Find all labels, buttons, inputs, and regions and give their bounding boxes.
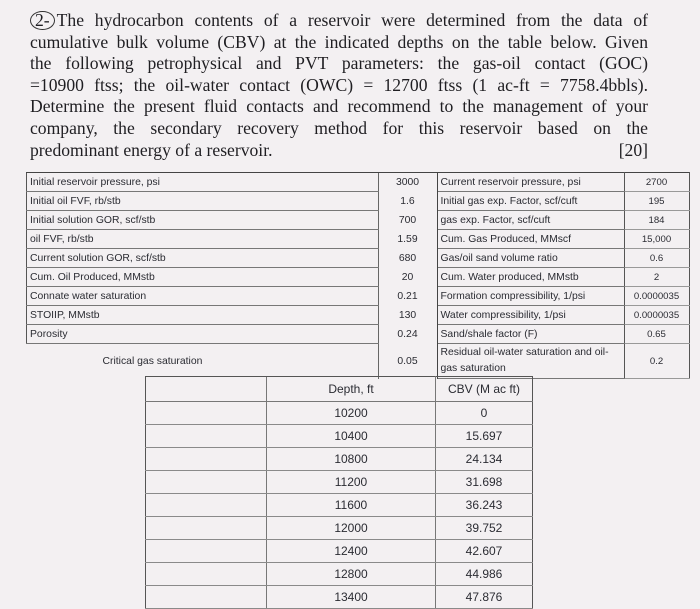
parameter-value: 0.0000035 (624, 287, 689, 306)
parameter-label: Initial solution GOR, scf/stb (27, 211, 379, 230)
question-line: company, the secondary recovery method for this reservoir based on the (30, 117, 648, 138)
parameter-value: 0.0000035 (624, 306, 689, 325)
depth-value: 12400 (267, 540, 436, 563)
parameter-row (27, 192, 690, 211)
parameter-row (27, 306, 690, 325)
depth-value: 12800 (267, 563, 436, 586)
parameter-value: 184 (624, 211, 689, 230)
depth-value: 12000 (267, 517, 436, 540)
parameter-row (27, 325, 690, 344)
depth-value: 10200 (267, 402, 436, 425)
parameter-value: 0.05 (378, 344, 437, 379)
parameter-label: Water compressibility, 1/psi (437, 306, 624, 325)
depth-row (146, 540, 533, 563)
parameter-label: Critical gas saturation (102, 355, 203, 367)
depth-value: 10800 (267, 448, 436, 471)
depth-cbv-table (145, 376, 533, 609)
depth-row (146, 517, 533, 540)
parameter-value: 0.6 (624, 249, 689, 268)
cbv-value: 44.986 (436, 563, 533, 586)
parameter-value: 3000 (378, 173, 437, 192)
parameter-row (27, 344, 690, 379)
depth-row (146, 563, 533, 586)
parameter-value: 0.2 (624, 344, 689, 379)
depth-row (146, 425, 533, 448)
depth-row (146, 402, 533, 425)
cbv-value: 0 (436, 402, 533, 425)
parameter-label: Current solution GOR, scf/stb (27, 249, 379, 268)
parameter-label: Residual oil-water saturation and oil-gas saturation (437, 344, 624, 379)
question-line: the following petrophysical and PVT parameters: the gas-oil contact (GOC) (30, 53, 648, 74)
parameter-row (27, 211, 690, 230)
parameter-value: 1.6 (378, 192, 437, 211)
cbv-value: 15.697 (436, 425, 533, 448)
parameter-label: Cum. Oil Produced, MMstb (27, 268, 379, 287)
parameter-value: 15,000 (624, 230, 689, 249)
question-line: 2- The hydrocarbon contents of a reservoir were determined from the data of (30, 10, 648, 32)
depth-row (146, 494, 533, 517)
parameter-value: 20 (378, 268, 437, 287)
parameter-label: Current reservoir pressure, psi (437, 173, 624, 192)
parameter-row (27, 173, 690, 192)
cbv-value: 39.752 (436, 517, 533, 540)
depth-value: 13400 (267, 586, 436, 609)
parameters-table (26, 172, 690, 379)
parameter-label: Initial reservoir pressure, psi (27, 173, 379, 192)
parameter-value: 1.59 (378, 230, 437, 249)
cbv-value: 42.607 (436, 540, 533, 563)
parameter-value: 195 (624, 192, 689, 211)
parameter-label: oil FVF, rb/stb (27, 230, 379, 249)
parameter-row (27, 268, 690, 287)
parameter-value: 2700 (624, 173, 689, 192)
parameter-label: Porosity (27, 325, 379, 344)
parameter-value: 700 (378, 211, 437, 230)
question-number: 2- (30, 11, 55, 30)
parameter-label: Formation compressibility, 1/psi (437, 287, 624, 306)
parameter-label: Cum. Gas Produced, MMscf (437, 230, 624, 249)
cbv-value: 24.134 (436, 448, 533, 471)
cbv-value: 31.698 (436, 471, 533, 494)
parameter-value: 130 (378, 306, 437, 325)
parameter-label: gas exp. Factor, scf/cuft (437, 211, 624, 230)
cbv-value: 47.876 (436, 586, 533, 609)
parameter-value: 0.65 (624, 325, 689, 344)
parameter-row (27, 249, 690, 268)
parameter-label: Initial gas exp. Factor, scf/cuft (437, 192, 624, 211)
cbv-header: CBV (M ac ft) (436, 377, 533, 402)
question-line: Determine the present fluid contacts and recommend to the management of your (30, 96, 648, 117)
parameter-label: Sand/shale factor (F) (437, 325, 624, 344)
question-text (30, 10, 648, 161)
parameter-label: Connate water saturation (27, 287, 379, 306)
parameter-value: 0.24 (378, 325, 437, 344)
depth-row (146, 471, 533, 494)
depth-value: 10400 (267, 425, 436, 448)
question-marks: [20] (618, 139, 648, 160)
parameter-row (27, 287, 690, 306)
depth-row (146, 448, 533, 471)
parameter-label: Cum. Water produced, MMstb (437, 268, 624, 287)
question-line: predominant energy of a reservoir. [20] (30, 139, 648, 160)
question-line: =10900 ftss; the oil-water contact (OWC) = 12700 ftss (1 ac-ft = 7758.4bbls). (30, 74, 648, 95)
depth-value: 11200 (267, 471, 436, 494)
depth-header: Depth, ft (267, 377, 436, 402)
parameter-label: Gas/oil sand volume ratio (437, 249, 624, 268)
parameter-row (27, 230, 690, 249)
parameter-label: STOIIP, MMstb (27, 306, 379, 325)
question-line: cumulative bulk volume (CBV) at the indicated depths on the table below. Given (30, 31, 648, 52)
parameter-value: 0.21 (378, 287, 437, 306)
parameter-value: 680 (378, 249, 437, 268)
parameter-label: Initial oil FVF, rb/stb (27, 192, 379, 211)
depth-value: 11600 (267, 494, 436, 517)
parameter-value: 2 (624, 268, 689, 287)
cbv-value: 36.243 (436, 494, 533, 517)
depth-row (146, 586, 533, 609)
